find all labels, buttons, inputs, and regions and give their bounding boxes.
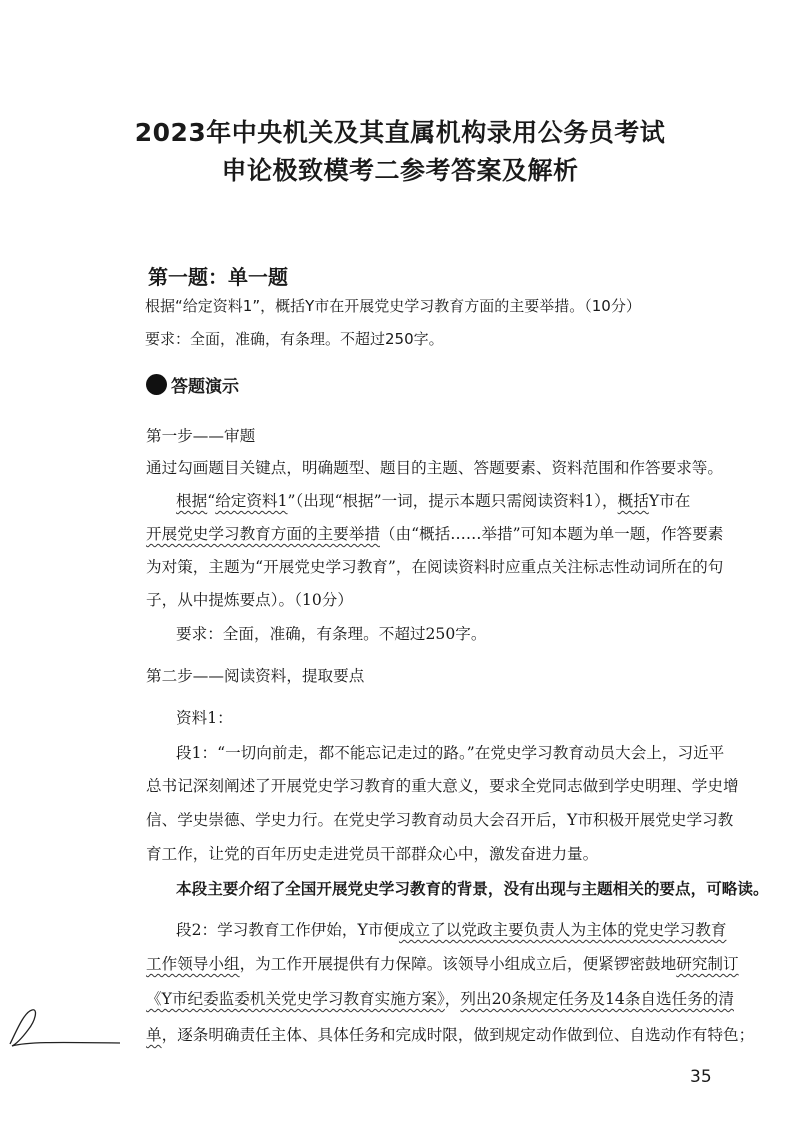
step1-analysis-line: 为对策，主题为“开展党史学习教育”，在阅读资料时应重点关注标志性动词所在的句 xyxy=(146,558,724,576)
step1-requirement: 要求：全面，准确，有条理。不超过250字。 xyxy=(176,625,487,643)
wavy-underlined-keyword: 《Y市纪委监委机关党史学习教育实施方案》 xyxy=(146,990,445,1008)
text-segment: 段2：学习教育工作伊始，Y市便 xyxy=(176,921,399,939)
wavy-underlined-keyword: 成立了以党政主要负责人为主体的党史学习教育 xyxy=(398,921,727,939)
step2-heading: 第二步——阅读资料，提取要点 xyxy=(146,667,365,685)
wavy-underlined-keyword: 工作领导小组 xyxy=(146,955,240,973)
question-heading: 第一题：单一题 xyxy=(148,265,288,289)
text-segment: ， xyxy=(444,990,461,1008)
text-segment: Y市在 xyxy=(648,492,691,510)
material-label: 资料1： xyxy=(176,709,233,727)
paragraph-line: 育工作，让党的百年历史走进党员干部群众心中，激发奋进力量。 xyxy=(146,845,599,863)
handwritten-mark xyxy=(2,1002,122,1056)
paragraph-line xyxy=(146,952,739,974)
paragraph-line xyxy=(146,1023,754,1045)
step1-intro: 通过勾画题目关键点，明确题型、题目的主题、答题要素、资料范围和作答要求等。 xyxy=(146,459,723,477)
step1-heading: 第一步——审题 xyxy=(146,427,256,445)
wavy-underlined-keyword: 开展党史学习教育方面的主要举措 xyxy=(146,525,380,543)
text-segment: （由“概括……举措”可知本题为单一题，作答要素 xyxy=(379,525,724,543)
question-requirement: 要求：全面，准确，有条理。不超过250字。 xyxy=(145,330,444,348)
text-segment: ，为工作开展提供有力保障。该领导小组成立后，便紧锣密鼓地 xyxy=(239,955,677,973)
wavy-underlined-keyword: 列出20条规定任务及14条自选任务的清 xyxy=(460,990,734,1008)
answer-demo-heading xyxy=(146,372,239,397)
wavy-underlined-keyword: 单 xyxy=(146,1026,162,1044)
paragraph-line xyxy=(146,987,734,1009)
wavy-underlined-keyword: 概括 xyxy=(617,492,649,510)
question-prompt: 根据“给定资料1”，概括Y市在开展党史学习教育方面的主要举措。（10分） xyxy=(145,297,641,315)
text-segment: ”（出现“根据”一词，提示本题只需阅读资料1）， xyxy=(287,492,618,510)
wavy-underlined-keyword: 根据 xyxy=(176,492,208,510)
text-segment: “ xyxy=(207,492,216,510)
paragraph-line xyxy=(176,918,726,940)
paragraph-line: 信、学史崇德、学史力行。在党史学习教育动员大会召开后，Y市积极开展党史学习教 xyxy=(146,811,734,829)
text-segment: ，逐条明确责任主体、具体任务和完成时限，做到规定动作做到位、自选动作有特色； xyxy=(161,1026,755,1044)
circle-badge-icon xyxy=(146,374,167,395)
paragraph-line: 总书记深刻阐述了开展党史学习教育的重大意义，要求全党同志做到学史明理、学史增 xyxy=(146,777,739,795)
paragraph-summary: 本段主要介绍了全国开展党史学习教育的背景，没有出现与主题相关的要点，可略读。 xyxy=(176,879,769,898)
step1-analysis-line: 子，从中提炼要点）。（10分） xyxy=(146,591,353,609)
step1-analysis-line xyxy=(146,522,723,544)
wavy-underlined-keyword: 研究制订 xyxy=(676,955,739,973)
paragraph-line: 段1：“一切向前走，都不能忘记走过的路。”在党史学习教育动员大会上，习近平 xyxy=(176,744,725,762)
document-title: 2023年中央机关及其直属机构录用公务员考试 xyxy=(134,118,666,147)
page-number: 35 xyxy=(690,1067,712,1087)
answer-demo-label: 答题演示 xyxy=(171,377,239,397)
step1-analysis-line xyxy=(176,489,690,511)
document-subtitle: 申论极致模考二参考答案及解析 xyxy=(221,156,579,185)
wavy-underlined-keyword: 给定资料1 xyxy=(215,492,288,510)
